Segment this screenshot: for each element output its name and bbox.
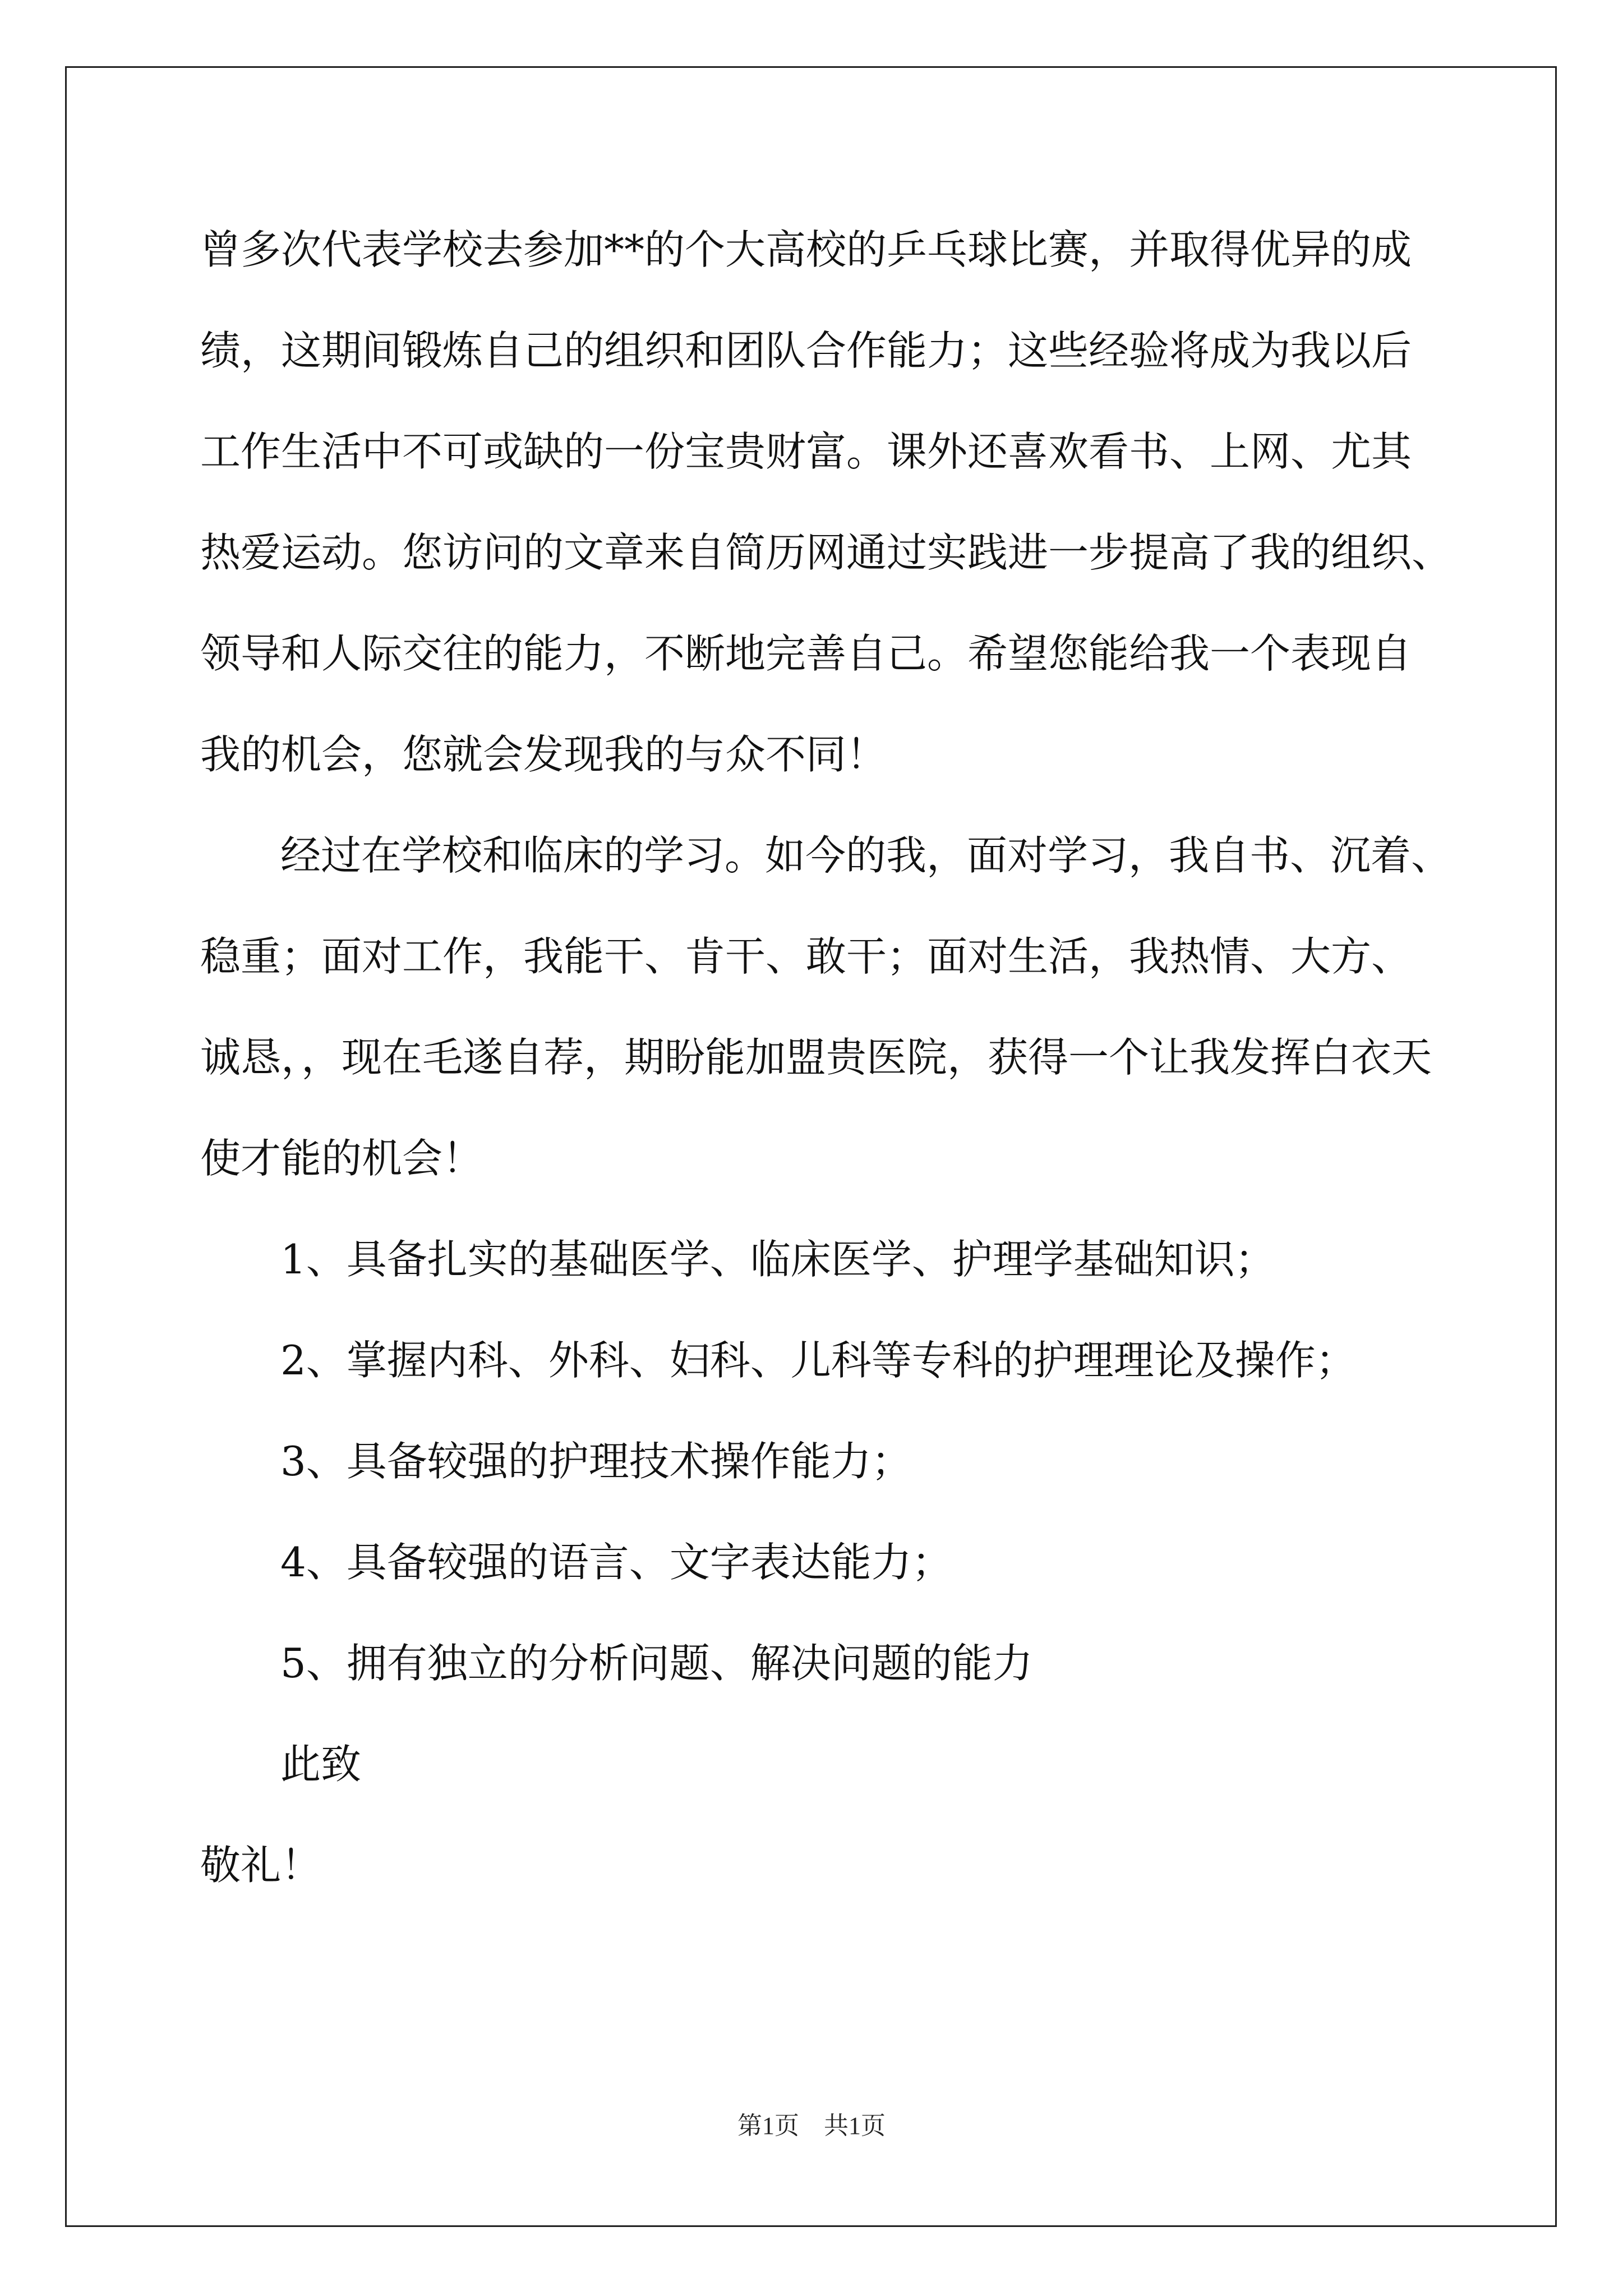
skill-item-1: 1、具备扎实的基础医学、临床医学、护理学基础知识； (280, 1236, 1275, 1283)
skill-item-2: 2、掌握内科、外科、妇科、儿科等专科的护理理论及操作； (280, 1337, 1356, 1384)
paragraph-2-line-2: 稳重；面对工作，我能干、肯干、敢干；面对生活，我热情、大方、 (200, 933, 1412, 980)
skill-item-3: 3、具备较强的护理技术操作能力； (280, 1438, 912, 1485)
paragraph-1-line-5: 领导和人际交往的能力，不断地完善自己。希望您能给我一个表现自 (200, 630, 1412, 677)
paragraph-1-line-4: 热爱运动。您访问的文章来自简历网通过实践进一步提高了我的组织、 (200, 529, 1453, 576)
paragraph-2-line-1: 经过在学校和临床的学习。如今的我，面对学习，我自书、沉着、 (280, 832, 1452, 879)
paragraph-1-line-2: 绩，这期间锻炼自己的组织和团队合作能力；这些经验将成为我以后 (200, 327, 1412, 374)
page-footer: 第1页 共1页 (737, 2112, 886, 2139)
paragraph-1-line-3: 工作生活中不可或缺的一份宝贵财富。课外还喜欢看书、上网、尤其 (200, 428, 1412, 475)
paragraph-2-line-3: 诚恳，，现在毛遂自荐，期盼能加盟贵医院，获得一个让我发挥白衣天 (200, 1034, 1432, 1081)
closing-text: 此致 (280, 1741, 362, 1788)
salutation-text: 敬礼！ (200, 1842, 322, 1889)
paragraph-2-line-4: 使才能的机会！ (200, 1135, 483, 1182)
paragraph-1-line-1: 曾多次代表学校去参加**的个大高校的乒乓球比赛，并取得优异的成 (200, 226, 1412, 273)
paragraph-1-line-6: 我的机会，您就会发现我的与众不同！ (200, 731, 887, 778)
skill-item-4: 4、具备较强的语言、文字表达能力； (280, 1539, 952, 1586)
skill-item-5: 5、拥有独立的分析问题、解决问题的能力 (280, 1640, 1033, 1687)
